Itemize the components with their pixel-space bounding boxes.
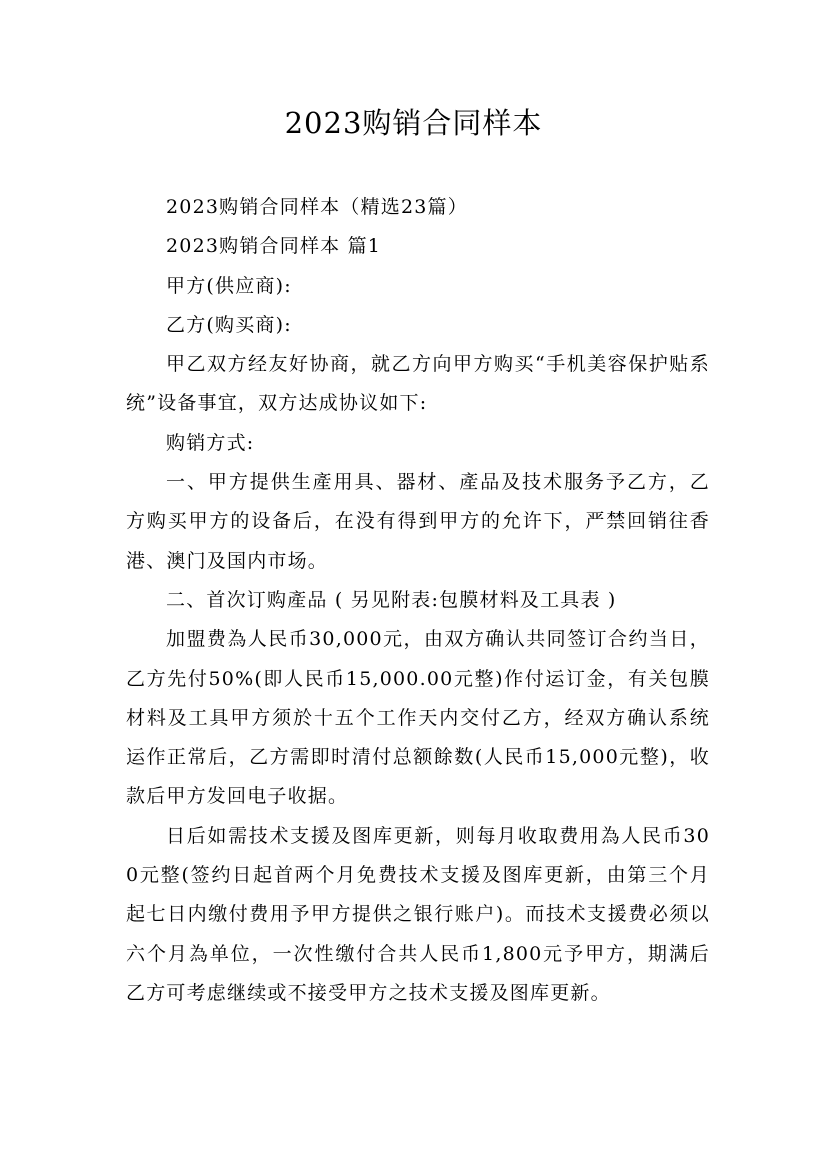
agreement-preamble: 甲乙双方经友好协商，就乙方向甲方购买“手机美容保护贴系统”设备事宜，双方达成协议如下: [126, 353, 710, 415]
intro-heading: 2023购销合同样本（精选23篇） [166, 196, 468, 218]
party-a-line: 甲方(供应商): [166, 274, 292, 297]
clause-one: 一、甲方提供生產用具、器材、產品及技术服务予乙方，乙方购买甲方的设备后，在没有得到甲方的允许下，严禁回销往香港、澳门及国内市场。 [126, 471, 710, 572]
sales-method-heading: 购销方式: [166, 431, 255, 454]
document-title: 2023购销合同样本 [284, 106, 543, 140]
party-b-line: 乙方(购买商): [166, 313, 292, 336]
section-heading: 2023购销合同样本 篇1 [166, 235, 382, 258]
franchise-fee-paragraph: 加盟费為人民币30,000元，由双方确认共同签订合约当日，乙方先付50%(即人民币15,000.00元整)作付运订金，有关包膜材料及工具甲方须於十五个工作天内交付乙方，经双方确认系统运作正常后，乙方需即时清付总额餘数(人民币15,000元整)，收款后甲方发回电子收据。 [126, 628, 710, 808]
tech-support-paragraph: 日后如需技术支援及图库更新，则每月收取费用為人民币300元整(签约日起首两个月免费技术支援及图库更新，由第三个月起七日内缴付费用予甲方提供之银行账户)。而技术支援费必须以六个月為单位，一次性缴付合共人民币1,800元予甲方，期满后乙方可考虑继续或不接受甲方之技术支援及图库更新。 [126, 824, 710, 1004]
document-body [126, 188, 710, 1013]
clause-two: 二、首次订购產品 ( 另见附表:包膜材料及工具表 ) [166, 588, 617, 611]
